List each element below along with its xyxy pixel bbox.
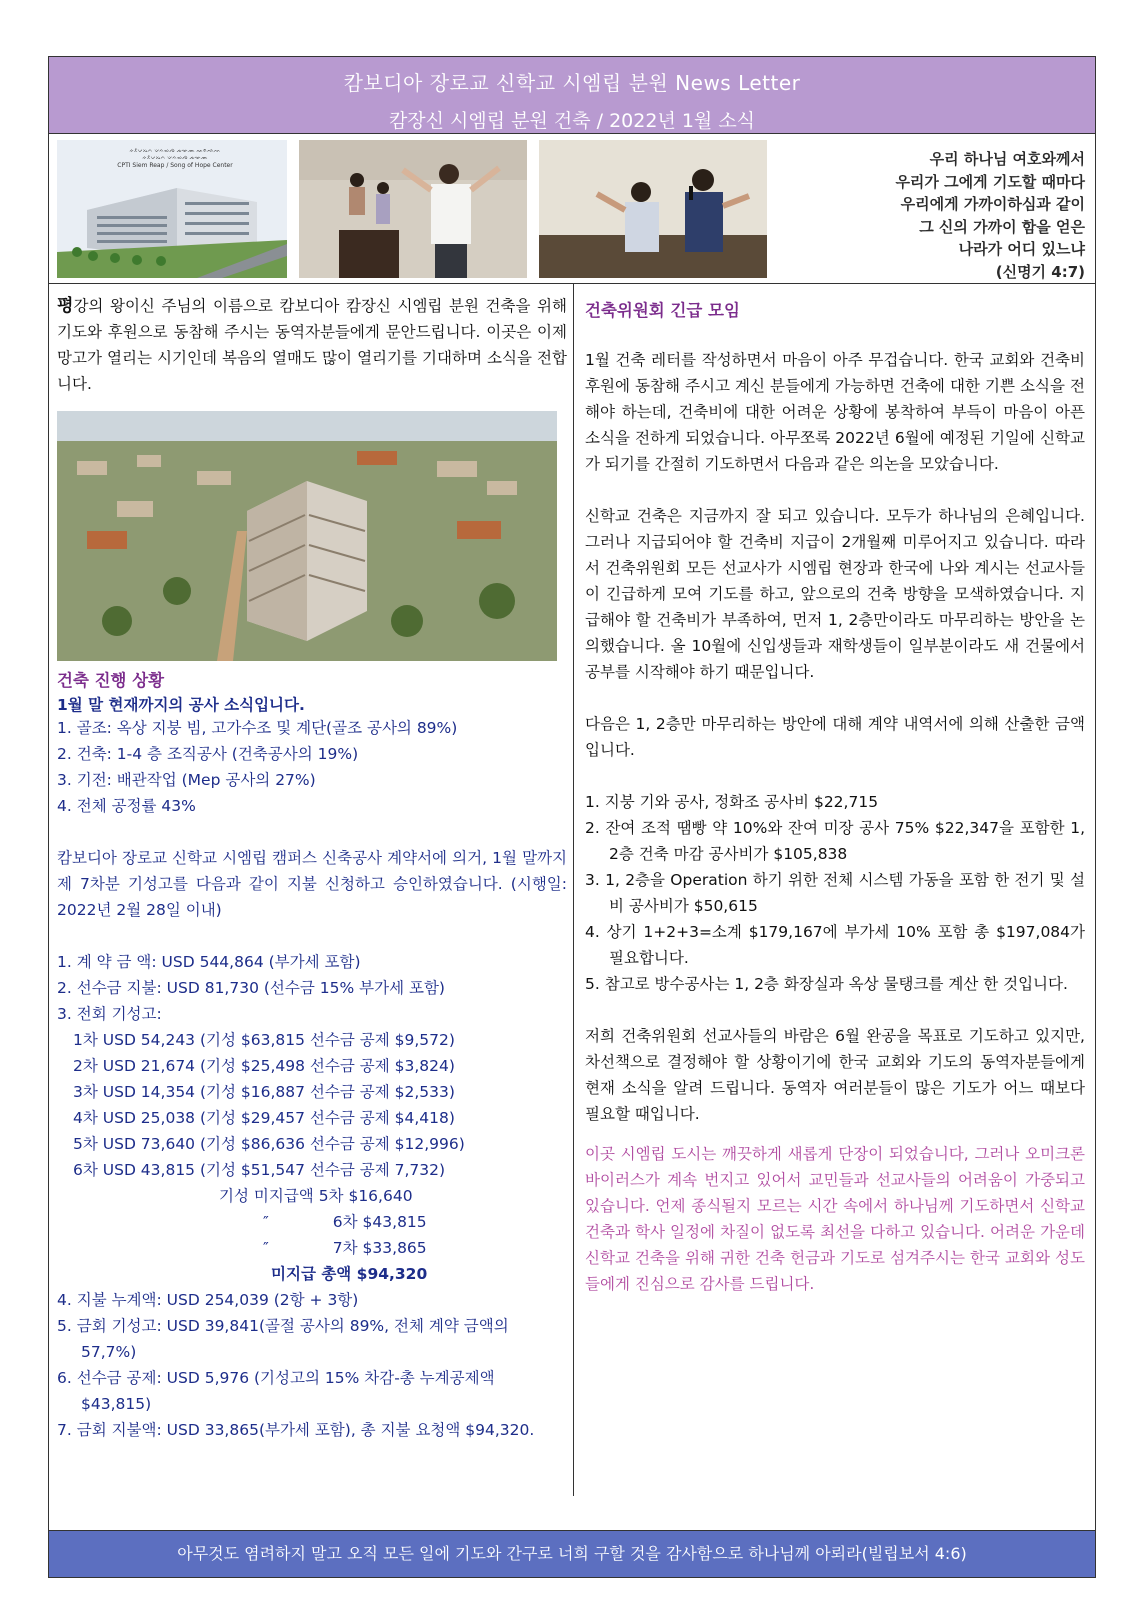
verse-line: 우리에게 가까이하심과 같이	[900, 195, 1085, 213]
committee-paragraph-2: 신학교 건축은 지금까지 잘 되고 있습니다. 모두가 하나님의 은혜입니다. 그러나 지급되어야 할 건축비 지급이 2개월째 미루어지고 있습니다. 따라서 건축위원회 모든 선교사가 시엠립 현장과 한국에 나와 계시는 선교사들이 긴급하게 모여 기도를 하고, 앞으로의 건축 방향을 모색하였습니다. 지급해야 할 건축비가 부족하여, 먼저 1, 2층만이라도 마무리하는 방안을 논의했습니다. 올 10월에 신입생들과 재학생들이 일부분이라도 새 건물에서 공부를 시작해야 하기 때문입니다.	[585, 507, 1085, 681]
round-item: 2차 USD 21,674 (기성 $25,498 선수금 공제 $3,824)	[73, 1057, 455, 1075]
unpaid-total: 미지급 총액 $94,320	[271, 1265, 428, 1283]
ditto-mark: ″	[263, 1239, 269, 1257]
newsletter-frame	[48, 56, 1096, 1578]
unpaid-value: 6차 $43,815	[332, 1213, 427, 1231]
unpaid-value: 7차 $33,865	[332, 1239, 427, 1257]
building-rendering-photo	[57, 140, 287, 278]
ditto-mark: ″	[263, 1213, 269, 1231]
cost-list	[585, 789, 1085, 997]
verse-reference: (신명기 4:7)	[995, 262, 1085, 281]
cost-item: 5. 참고로 방수공사는 1, 2층 화장실과 옥상 물탱크를 계산 한 것입니다.	[585, 975, 1068, 993]
payment-item: 6. 선수금 공제: USD 5,976 (기성고의 15% 차감-총 누계공제액 $43,815)	[57, 1369, 495, 1413]
progress-list	[57, 715, 567, 819]
committee-paragraph-4: 저희 건축위원회 선교사들의 바람은 6월 완공을 목표로 기도하고 있지만, 차선책으로 결정해야 할 상황이기에 한국 교회와 기도의 동역자분들에게 현재 소식을 알려 드립니다. 동역자 여러분들이 많은 기도가 어느 때보다 필요할 때입니다.	[585, 1027, 1085, 1123]
round-item: 6차 USD 43,815 (기성 $51,547 선수금 공제 7,732)	[73, 1161, 446, 1179]
contract-paragraph: 캄보디아 장로교 신학교 시엠립 캠퍼스 신축공사 계약서에 의거, 1월 말까지 제 7차분 기성고를 다음과 같이 지불 신청하고 승인하였습니다. (시행일: 2022년 2월 28일 이내)	[57, 849, 567, 919]
photo-strip	[49, 134, 1095, 284]
committee-paragraph-1: 1월 건축 레터를 작성하면서 마음이 아주 무겁습니다. 한국 교회와 건축비 후원에 동참해 주시고 계신 분들에게 가능하면 건축에 대한 기쁜 소식을 전해야 하는데, 건축비에 대한 어려운 상황에 봉착하여 부득이 마음이 아픈 소식을 전하게 되었습니다. 아무쪼록 2022년 6월에 예정된 기일에 신학교가 되기를 간절히 기도하면서 다음과 같은 의논을 모았습니다.	[585, 351, 1085, 473]
right-column	[585, 297, 1085, 1297]
cost-item: 1. 지붕 기와 공사, 정화조 공사비 $22,715	[585, 793, 879, 811]
round-item: 5차 USD 73,640 (기성 $86,636 선수금 공제 $12,996)	[73, 1135, 465, 1153]
intro-initial: 평	[57, 296, 74, 316]
payment-list	[57, 949, 567, 1443]
column-divider	[573, 284, 574, 1496]
cost-item: 4. 상기 1+2+3=소계 $179,167에 부가세 10% 포함 총 $197,084가 필요합니다.	[585, 923, 1085, 967]
round-item: 3차 USD 14,354 (기성 $16,887 선수금 공제 $2,533)	[73, 1083, 455, 1101]
newsletter-subtitle: 캄장신 시엠립 분원 건축 / 2022년 1월 소식	[388, 110, 756, 132]
committee-heading: 건축위원회 긴급 모임	[585, 301, 740, 320]
progress-item: 1. 골조: 옥상 지붕 빔, 고가수조 및 계단(골조 공사의 89%)	[57, 719, 458, 737]
newsletter-title: 캄보디아 장로교 신학교 시엠립 분원 News Letter	[343, 71, 801, 95]
payment-item: 1. 계 약 금 액: USD 544,864 (부가세 포함)	[57, 953, 361, 971]
construction-aerial-photo	[57, 411, 557, 661]
cost-item: 2. 잔여 조적 땜빵 약 10%와 잔여 미장 공사 75% $22,347을 포함한 1, 2층 건축 마감 공사비가 $105,838	[585, 819, 1085, 863]
verse-line: 나라가 어디 있느냐	[958, 240, 1085, 258]
unpaid-line	[57, 1235, 567, 1261]
footer-verse: 아무것도 염려하지 말고 오직 모든 일에 기도와 간구로 너희 구할 것을 감사함으로 하나님께 아뢰라(빌립보서 4:6)	[49, 1530, 1095, 1577]
payment-item: 5. 금회 기성고: USD 39,841(골절 공사의 89%, 전체 계약 금액의 57,7%)	[57, 1317, 509, 1361]
round-item: 1차 USD 54,243 (기성 $63,815 선수금 공제 $9,572)	[73, 1031, 455, 1049]
svg-text:CPTI Siem Reap / Song of Hope: CPTI Siem Reap / Song of Hope Center	[117, 162, 233, 169]
progress-item: 3. 기전: 배관작업 (Mep 공사의 27%)	[57, 771, 316, 789]
unpaid-line	[57, 1209, 567, 1235]
verse-line: 우리 하나님 여호와께서	[929, 150, 1085, 168]
round-item: 4차 USD 25,038 (기성 $29,457 선수금 공제 $4,418)	[73, 1109, 455, 1127]
verse-line: 그 신의 가까이 함을 얻은	[919, 217, 1085, 236]
left-column	[57, 293, 567, 1443]
svg-text:ᨀᨅᨆᨇᨈ ᨉᨊᨋᨌ ᨍᨎᨏ: ᨀᨅᨆᨇᨈ ᨉᨊᨋᨌ ᨍᨎᨏ	[142, 155, 208, 161]
payment-item: 7. 금회 지불액: USD 33,865(부가세 포함), 총 지불 요청액 $94,320.	[57, 1421, 535, 1439]
intro-text: 강의 왕이신 주님의 이름으로 캄보디아 캄장신 시엠립 분원 건축을 위해 기도와 후원으로 동참해 주시는 동역자분들에게 문안드립니다. 이곳은 이제 망고가 열리는 시기인데 복음의 열매도 많이 열리기를 기대하며 소식을 전합니다.	[57, 297, 567, 393]
newsletter-header	[49, 57, 1095, 134]
progress-heading: 건축 진행 상황	[57, 671, 165, 690]
worship-prayer-photo	[299, 140, 527, 278]
progress-item: 4. 전체 공정률 43%	[57, 797, 196, 815]
payment-item: 4. 지불 누계액: USD 254,039 (2항 + 3항)	[57, 1291, 359, 1309]
payment-item: 3. 전회 기성고:	[57, 1005, 162, 1023]
payment-item: 2. 선수금 지불: USD 81,730 (선수금 15% 부가세 포함)	[57, 979, 445, 997]
cost-item: 3. 1, 2층을 Operation 하기 위한 전체 시스템 가동을 포함 한 전기 및 설비 공사비가 $50,615	[585, 871, 1085, 915]
preaching-photo	[539, 140, 767, 278]
svg-text:ᨀᨅᨆᨇᨈ ᨉᨊᨋᨌ ᨍᨎᨏ ᨐᨑᨒᨓ: ᨀᨅᨆᨇᨈ ᨉᨊᨋᨌ ᨍᨎᨏ ᨐᨑᨒᨓ	[129, 148, 221, 154]
unpaid-line: 기성 미지급액 5차 $16,640	[219, 1187, 413, 1205]
closing-paragraph: 이곳 시엠립 도시는 깨끗하게 새롭게 단장이 되었습니다, 그러나 오미크론 바이러스가 계속 번지고 있어서 교민들과 선교사들의 어려움이 가중되고 있습니다. 언제 종식될지 모르는 시간 속에서 하나님께 기도하면서 신학교 건축과 학사 일정에 차질이 없도록 최선을 다하고 있습니다. 어려운 가운데 신학교 건축을 위해 귀한 건축 헌금과 기도로 섬겨주시는 한국 교회와 성도들에게 진심으로 감사를 드립니다.	[585, 1145, 1085, 1293]
scripture-verse	[765, 148, 1085, 283]
verse-line: 우리가 그에게 기도할 때마다	[895, 172, 1085, 191]
progress-subheading: 1월 말 현재까지의 공사 소식입니다.	[57, 696, 305, 714]
intro-paragraph	[57, 293, 567, 397]
progress-item: 2. 건축: 1-4 층 조직공사 (건축공사의 19%)	[57, 745, 359, 763]
committee-paragraph-3: 다음은 1, 2층만 마무리하는 방안에 대해 계약 내역서에 의해 산출한 금액입니다.	[585, 715, 1085, 759]
